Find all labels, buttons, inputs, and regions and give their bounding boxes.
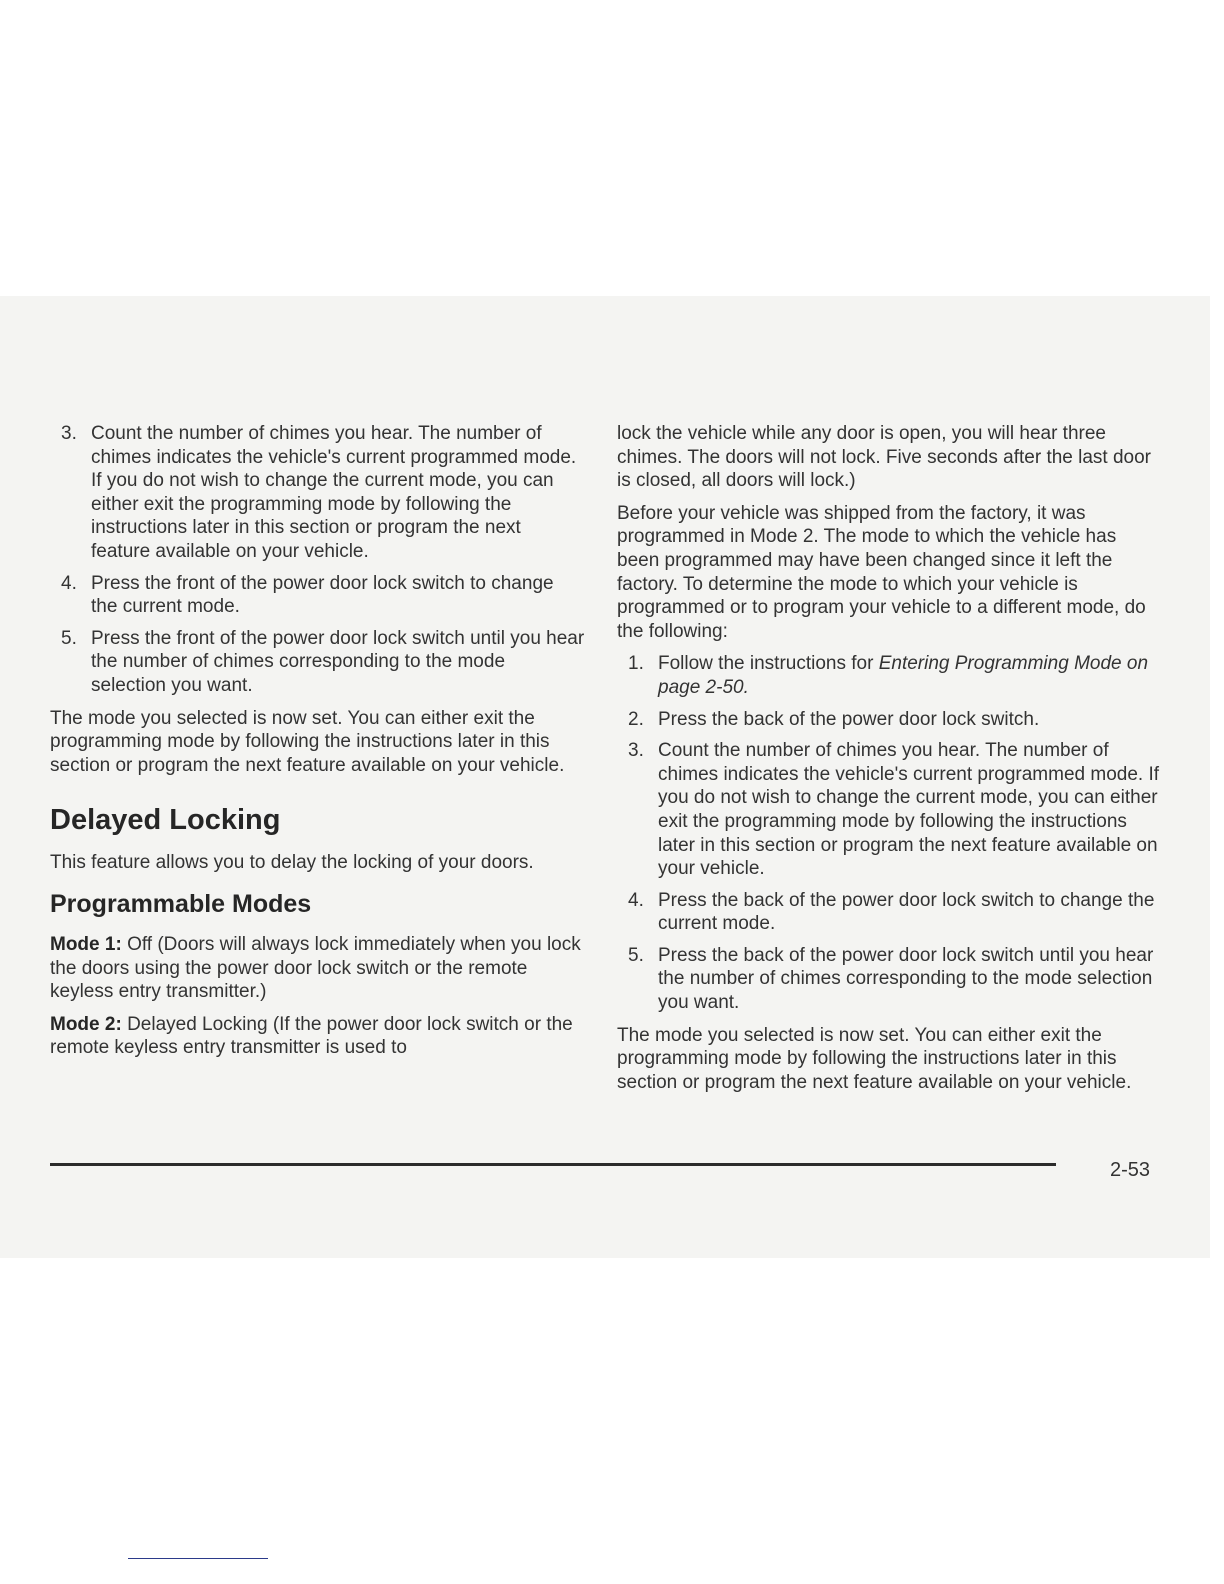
- section-heading-delayed-locking: Delayed Locking: [50, 804, 281, 837]
- list-text: Press the front of the power door lock switch to change the current mode.: [91, 572, 554, 618]
- list-text: Count the number of chimes you hear. The number of chimes indicates the vehicle's current programmed mode. If you do not wish to change the current mode, you can either exit the programming mode by following the instructions later in this section or program the next feature available on your vehicle.: [658, 740, 1160, 880]
- page-number: 2-53: [1110, 1159, 1151, 1181]
- mode-1-paragraph: [50, 933, 585, 1004]
- left-column: [50, 422, 585, 1069]
- list-text: Press the back of the power door lock switch until you hear the number of chimes corresponding to the mode selection you want.: [658, 944, 1154, 1014]
- mode-2-paragraph: [50, 1013, 585, 1060]
- list-item: [617, 739, 1162, 881]
- list-text: Press the back of the power door lock switch to change the current mode.: [658, 889, 1155, 935]
- list-text: Press the back of the power door lock switch.: [658, 708, 1040, 730]
- list-number: 3.: [61, 423, 77, 444]
- subheading-programmable-modes: Programmable Modes: [50, 889, 312, 918]
- list-item: [50, 422, 585, 564]
- list-item: [617, 944, 1162, 1015]
- list-number: 5.: [61, 627, 77, 649]
- mode-2-continuation: lock the vehicle while any door is open, you will hear three chimes. The doors will not lock. Five seconds after the last door is closed, all doors will lock.): [617, 423, 1152, 492]
- mode-set-paragraph: The mode you selected is now set. You can either exit the programming mode by following the instructions later in this section or program the next feature available on your vehicle.: [617, 1024, 1132, 1093]
- right-column: [617, 422, 1162, 1103]
- bottom-divider: [128, 1558, 268, 1559]
- list-number: 2.: [628, 708, 644, 730]
- mode-2-text: Delayed Locking (If the power door lock switch or the remote keyless entry transmitter is used to: [50, 1013, 573, 1059]
- right-numbered-list: [617, 652, 1162, 1014]
- mode-1-text: Off (Doors will always lock immediately when you lock the doors using the power door lock switch or the remote keyless entry transmitter.): [50, 933, 581, 1003]
- footer-rule: [50, 1163, 1056, 1166]
- list-number: 1.: [628, 653, 644, 675]
- cross-reference-link[interactable]: Entering Programming Mode on page 2-50.: [658, 653, 1149, 698]
- list-item: [617, 708, 1162, 732]
- mode-2-label: Mode 2:: [50, 1013, 122, 1035]
- list-item: [617, 889, 1162, 936]
- list-item: [50, 572, 585, 619]
- list-number: 3.: [628, 740, 644, 762]
- list-item: [617, 652, 1162, 699]
- factory-mode-paragraph: Before your vehicle was shipped from the factory, it was programmed in Mode 2. The mode to which the vehicle has been programmed may have been changed since it left the factory. To determine the mode to which your vehicle is programmed or to program your vehicle to a different mode, do the following:: [617, 502, 1146, 642]
- delayed-locking-intro: This feature allows you to delay the locking of your doors.: [50, 852, 534, 874]
- list-number: 5.: [628, 944, 644, 966]
- list-text: Count the number of chimes you hear. The number of chimes indicates the vehicle's current programmed mode. If you do not wish to change the current mode, you can either exit the programming mode by following the instructions later in this section or program the next feature available on your vehicle.: [91, 423, 577, 562]
- list-text: Follow the instructions for: [658, 653, 874, 675]
- mode-set-paragraph: The mode you selected is now set. You can either exit the programming mode by following the instructions later in this section or program the next feature available on your vehicle.: [50, 707, 565, 776]
- list-text: Press the front of the power door lock switch until you hear the number of chimes corresponding to the mode selection you want.: [91, 627, 585, 696]
- list-item: [50, 627, 585, 698]
- left-numbered-list: [50, 422, 585, 698]
- list-number: 4.: [628, 889, 644, 911]
- list-number: 4.: [61, 572, 77, 594]
- mode-1-label: Mode 1:: [50, 933, 122, 955]
